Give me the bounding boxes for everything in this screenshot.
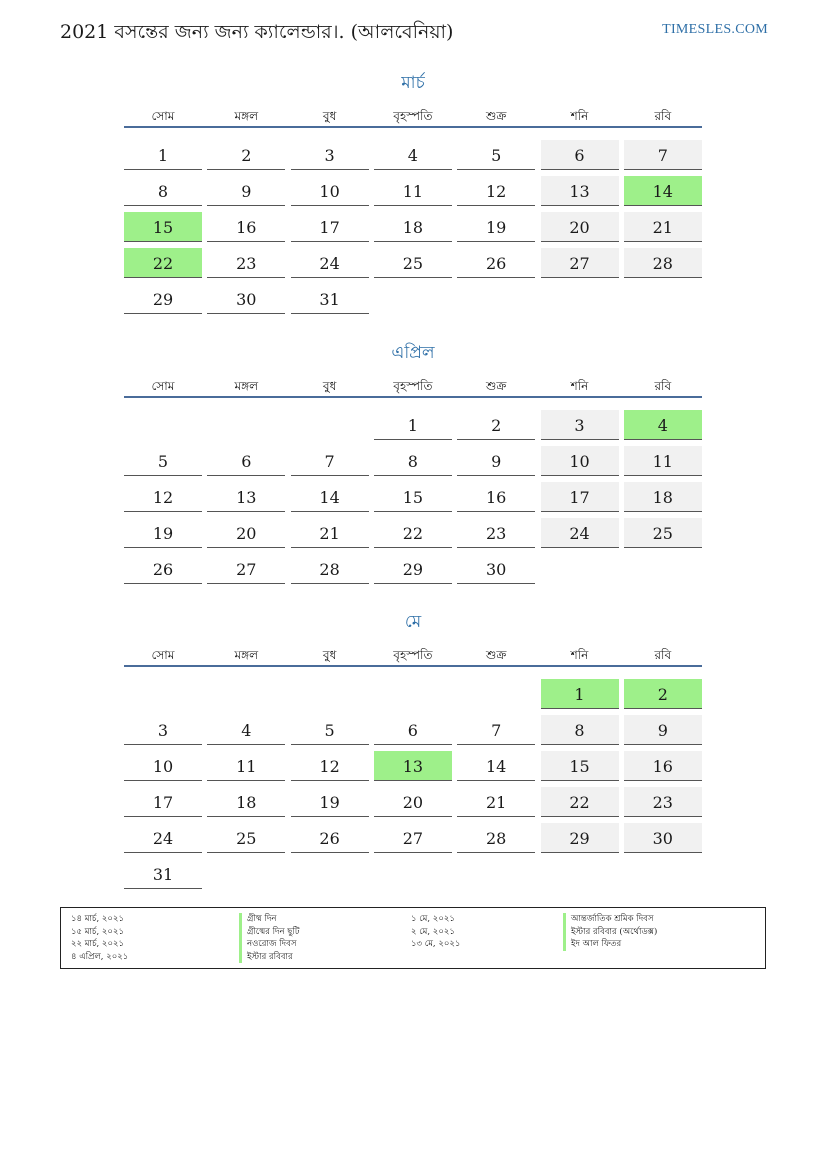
month-title: এপ্রিল: [391, 343, 435, 363]
day-cell: 10: [291, 176, 369, 206]
day-cell: 15: [374, 482, 452, 512]
weekday-label: মঙ্গল: [234, 379, 259, 393]
weekday-label: সোম: [151, 109, 175, 123]
weekday-label: সোম: [151, 379, 175, 393]
month-title: মার্চ: [401, 73, 425, 93]
page-header: [60, 18, 768, 46]
day-cell: 31: [124, 859, 202, 889]
weekday-label: শনি: [570, 109, 589, 123]
day-cell: 15: [124, 212, 202, 242]
day-cell: 24: [291, 248, 369, 278]
day-cell: 25: [624, 518, 702, 548]
day-cell: 28: [291, 554, 369, 584]
day-cell: 22: [124, 248, 202, 278]
day-cell: 5: [124, 446, 202, 476]
day-cell: 16: [207, 212, 285, 242]
day-cell: 12: [457, 176, 535, 206]
day-cell: 4: [374, 140, 452, 170]
day-cell: 3: [124, 715, 202, 745]
day-cell: 31: [291, 284, 369, 314]
day-cell: 28: [624, 248, 702, 278]
header-rule: [124, 126, 702, 128]
day-cell: 5: [291, 715, 369, 745]
day-cell: 5: [457, 140, 535, 170]
legend-date: ১৩ মে, ২০২১: [411, 939, 461, 949]
day-cell: 16: [624, 751, 702, 781]
day-cell: 25: [207, 823, 285, 853]
month-title: মে: [404, 612, 422, 632]
day-cell: 2: [207, 140, 285, 170]
day-cell: 1: [541, 679, 619, 709]
day-cell: 27: [541, 248, 619, 278]
page-title: 2021 বসন্তের জন্য জন্য ক্যালেন্ডার।. (আলবেনিয়া): [60, 21, 454, 43]
day-cell: 18: [207, 787, 285, 817]
weekday-label: বুধ: [322, 379, 337, 393]
day-cell: 20: [207, 518, 285, 548]
day-cell: 19: [457, 212, 535, 242]
legend-holiday: নওরোজ দিবস: [239, 938, 300, 951]
day-cell: 22: [374, 518, 452, 548]
weekday-label: শনি: [570, 648, 589, 662]
weekday-label: রবি: [654, 109, 672, 123]
day-cell: 19: [124, 518, 202, 548]
day-cell: 26: [291, 823, 369, 853]
day-cell: 7: [291, 446, 369, 476]
day-cell: 21: [457, 787, 535, 817]
day-cell: 8: [374, 446, 452, 476]
day-cell: 6: [374, 715, 452, 745]
day-cell: 27: [207, 554, 285, 584]
day-cell: 20: [541, 212, 619, 242]
day-cell: 21: [291, 518, 369, 548]
day-cell: 4: [207, 715, 285, 745]
day-cell: 12: [124, 482, 202, 512]
day-cell: 25: [374, 248, 452, 278]
weekday-label: বৃহস্পতি: [393, 379, 433, 393]
day-cell: 9: [624, 715, 702, 745]
legend-date: ১ মে, ২০২১: [411, 914, 455, 924]
weekday-label: শুক্র: [486, 109, 507, 123]
legend-date: ৪ এপ্রিল, ২০২১: [71, 951, 129, 962]
legend-holiday: আন্তর্জাতিক শ্রমিক দিবস: [563, 913, 657, 926]
weekday-label: রবি: [654, 379, 672, 393]
day-cell: 27: [374, 823, 452, 853]
day-cell: 30: [207, 284, 285, 314]
weekday-label: শনি: [570, 379, 589, 393]
legend-right-names: [563, 913, 657, 951]
legend-right-dates: [411, 913, 460, 951]
day-cell: 2: [624, 679, 702, 709]
legend-date: ২ মে, ২০২১: [411, 926, 455, 937]
day-cell: 4: [624, 410, 702, 440]
day-cell: 28: [457, 823, 535, 853]
legend-date: ১৫ মার্চ, ২০২১: [71, 926, 125, 937]
day-cell: 24: [541, 518, 619, 548]
weekday-label: মঙ্গল: [234, 109, 259, 123]
day-cell: 19: [291, 787, 369, 817]
weekday-label: শুক্র: [486, 379, 507, 393]
day-cell: 11: [624, 446, 702, 476]
day-cell: 23: [457, 518, 535, 548]
weekday-label: বৃহস্পতি: [393, 648, 433, 662]
weekday-label: বুধ: [322, 648, 337, 662]
day-cell: 30: [624, 823, 702, 853]
day-cell: 6: [541, 140, 619, 170]
day-cell: 7: [457, 715, 535, 745]
weekday-label: শুক্র: [486, 648, 507, 662]
weekday-label: সোম: [151, 648, 175, 662]
header-rule: [124, 665, 702, 667]
day-cell: 13: [374, 751, 452, 781]
header-rule: [124, 396, 702, 398]
day-cell: 17: [291, 212, 369, 242]
weekday-label: বৃহস্পতি: [393, 109, 433, 123]
day-cell: 1: [374, 410, 452, 440]
day-cell: 7: [624, 140, 702, 170]
day-cell: 14: [624, 176, 702, 206]
day-cell: 22: [541, 787, 619, 817]
legend-holiday: ইদ আল ফিতর: [563, 938, 657, 951]
holiday-legend: [60, 907, 766, 969]
day-cell: 23: [624, 787, 702, 817]
day-cell: 29: [541, 823, 619, 853]
day-cell: 16: [457, 482, 535, 512]
day-cell: 10: [541, 446, 619, 476]
day-cell: 12: [291, 751, 369, 781]
day-cell: 18: [374, 212, 452, 242]
weekday-header: [124, 378, 702, 396]
day-cell: 3: [541, 410, 619, 440]
day-cell: 26: [124, 554, 202, 584]
day-cell: 15: [541, 751, 619, 781]
weekday-header: [124, 108, 702, 126]
legend-holiday: ইস্টার রবিবার (অর্থোডক্স): [563, 926, 657, 939]
legend-holiday: ইস্টার রবিবার: [239, 951, 300, 964]
day-cell: 13: [207, 482, 285, 512]
day-cell: 10: [124, 751, 202, 781]
legend-holiday: গ্রীষ্মের দিন ছুটি: [239, 926, 300, 939]
day-cell: 6: [207, 446, 285, 476]
weekday-header: [124, 647, 702, 665]
legend-left-names: [239, 913, 300, 963]
site-link[interactable]: TIMESLES.COM: [662, 22, 768, 37]
day-cell: 11: [207, 751, 285, 781]
day-cell: 17: [541, 482, 619, 512]
day-cell: 11: [374, 176, 452, 206]
weekday-label: বুধ: [322, 109, 337, 123]
day-cell: 21: [624, 212, 702, 242]
legend-date: ২২ মার্চ, ২০২১: [71, 939, 125, 949]
legend-date: ১৪ মার্চ, ২০২১: [71, 914, 125, 924]
day-cell: 8: [541, 715, 619, 745]
day-cell: 2: [457, 410, 535, 440]
day-cell: 14: [291, 482, 369, 512]
day-cell: 1: [124, 140, 202, 170]
legend-holiday: গ্রীষ্ম দিন: [239, 913, 300, 926]
weekday-label: রবি: [654, 648, 672, 662]
day-cell: 29: [374, 554, 452, 584]
day-cell: 20: [374, 787, 452, 817]
day-cell: 9: [457, 446, 535, 476]
weekday-label: মঙ্গল: [234, 648, 259, 662]
day-cell: 9: [207, 176, 285, 206]
day-cell: 8: [124, 176, 202, 206]
day-cell: 17: [124, 787, 202, 817]
day-cell: 26: [457, 248, 535, 278]
day-cell: 23: [207, 248, 285, 278]
day-cell: 18: [624, 482, 702, 512]
day-cell: 29: [124, 284, 202, 314]
day-cell: 14: [457, 751, 535, 781]
day-cell: 24: [124, 823, 202, 853]
day-cell: 30: [457, 554, 535, 584]
legend-left-dates: [71, 913, 128, 963]
day-cell: 13: [541, 176, 619, 206]
day-cell: 3: [291, 140, 369, 170]
